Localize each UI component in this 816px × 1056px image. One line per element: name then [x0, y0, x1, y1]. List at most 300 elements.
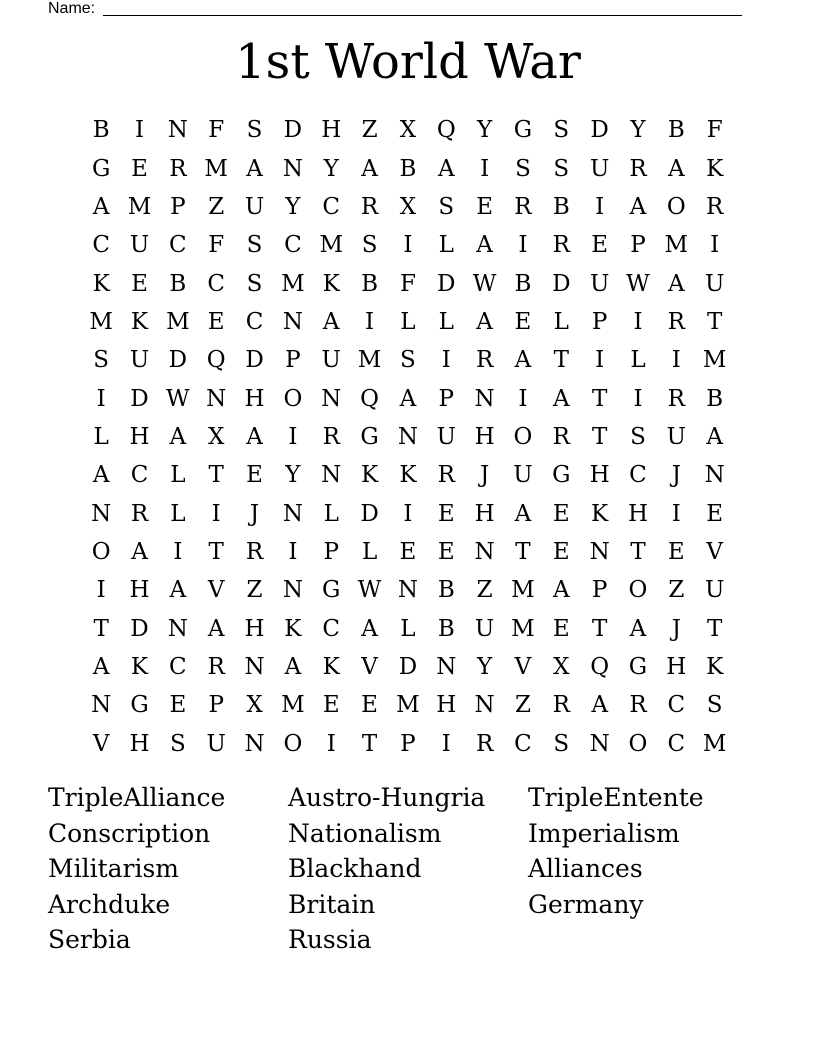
grid-letter: N [397, 423, 418, 450]
grid-letter: C [667, 692, 686, 719]
word-list-item: Nationalism [288, 818, 442, 848]
grid-letter: N [244, 730, 265, 757]
grid-letter: P [630, 232, 646, 259]
grid-letter: K [360, 462, 379, 489]
grid-letter: J [671, 462, 681, 489]
grid-letter: Y [477, 653, 493, 680]
grid-letter: A [552, 385, 570, 412]
grid-letter: H [244, 385, 265, 412]
grid-letter: N [436, 653, 457, 680]
grid-letter: E [437, 500, 455, 527]
grid-letter: K [322, 270, 340, 297]
grid-letter: M [319, 232, 344, 259]
grid-letter: S [553, 117, 570, 144]
grid-letter: R [706, 193, 724, 220]
grid-letter: C [130, 462, 149, 489]
grid-letter: U [704, 577, 725, 604]
grid-letter: U [513, 462, 533, 489]
grid-letter: M [357, 347, 382, 374]
grid-letter: R [360, 193, 379, 220]
grid-letter: S [438, 193, 455, 220]
grid-letter: X [246, 692, 263, 719]
word-list-item: Russia [288, 925, 372, 954]
grid-letter: N [282, 155, 303, 182]
grid-letter: E [322, 692, 340, 719]
grid-letter: L [438, 308, 454, 335]
grid-letter: Q [436, 117, 456, 144]
word-list-item: Blackhand [288, 854, 422, 883]
grid-letter: I [518, 385, 528, 412]
grid-letter: I [403, 232, 413, 259]
grid-letter: R [245, 538, 264, 565]
grid-letter: E [361, 692, 378, 719]
grid-letter: I [288, 538, 298, 565]
grid-letter: J [479, 462, 490, 489]
grid-letter: X [399, 193, 417, 220]
grid-letter: M [511, 615, 535, 642]
grid-letter: L [323, 500, 339, 527]
grid-letter: S [553, 155, 570, 182]
grid-letter: A [92, 462, 110, 489]
grid-letter: U [589, 270, 610, 297]
grid-letter: L [361, 538, 378, 565]
grid-letter: E [552, 538, 570, 565]
grid-letter: I [633, 308, 643, 335]
grid-letter: T [707, 615, 723, 642]
grid-letter: N [244, 653, 265, 680]
grid-letter: E [552, 500, 570, 527]
grid-letter: T [553, 347, 569, 374]
grid-letter: H [666, 653, 687, 680]
grid-letter: O [283, 730, 303, 757]
grid-letter: L [553, 308, 569, 335]
grid-letter: U [474, 615, 495, 642]
grid-letter: V [706, 538, 723, 565]
grid-letter: N [321, 385, 342, 412]
grid-letter: N [589, 730, 610, 757]
grid-letter: G [628, 653, 648, 680]
grid-letter: O [91, 538, 111, 565]
grid-letter: N [167, 117, 188, 144]
grid-letter: T [707, 308, 723, 335]
grid-letter: E [667, 538, 685, 565]
grid-letter: U [129, 347, 150, 374]
grid-letter: T [630, 538, 646, 565]
grid-letter: P [591, 308, 608, 335]
grid-letter: A [706, 423, 723, 450]
grid-letter: S [630, 423, 646, 450]
grid-letter: E [514, 308, 532, 335]
grid-letter: U [589, 155, 610, 182]
grid-letter: O [283, 385, 303, 412]
grid-letter: P [591, 577, 608, 604]
grid-letter: Y [630, 117, 646, 144]
grid-letter: E [169, 692, 187, 719]
grid-letter: H [321, 117, 342, 144]
grid-letter: U [436, 423, 456, 450]
grid-letter: I [365, 308, 375, 335]
grid-letter: A [207, 615, 225, 642]
grid-letter: C [207, 270, 225, 297]
grid-letter: D [552, 270, 571, 297]
grid-letter: T [591, 385, 608, 412]
grid-letter: V [92, 730, 110, 757]
grid-letter: R [169, 155, 187, 182]
grid-letter: X [208, 423, 225, 450]
grid-letter: R [207, 653, 225, 680]
grid-letter: Z [246, 577, 263, 604]
grid-letter: M [702, 730, 727, 757]
grid-letter: I [288, 423, 298, 450]
grid-letter: B [92, 117, 110, 144]
grid-letter: T [208, 462, 224, 489]
grid-letter: R [475, 347, 494, 374]
grid-letter: K [130, 308, 149, 335]
grid-letter: W [357, 577, 382, 604]
grid-letter: A [552, 577, 570, 604]
grid-letter: B [399, 155, 417, 182]
grid-letter: P [323, 538, 339, 565]
grid-letter: S [553, 730, 570, 757]
grid-letter: S [246, 270, 263, 297]
grid-letter: F [208, 232, 225, 259]
grid-letter: U [206, 730, 226, 757]
grid-letter: C [322, 193, 341, 220]
grid-letter: A [361, 615, 378, 642]
grid-letter: S [400, 347, 416, 374]
grid-letter: X [553, 653, 570, 680]
grid-letter: D [360, 500, 379, 527]
grid-letter: E [131, 155, 148, 182]
grid-letter: G [552, 462, 571, 489]
grid-letter: I [173, 538, 183, 565]
name-underline [103, 15, 742, 16]
grid-letter: Z [476, 577, 493, 604]
grid-letter: D [130, 385, 149, 412]
grid-letter: L [170, 500, 186, 527]
grid-letter: V [361, 653, 378, 680]
grid-letter: N [282, 500, 303, 527]
grid-letter: E [552, 615, 570, 642]
grid-letter: O [513, 423, 533, 450]
grid-letter: I [96, 577, 106, 604]
grid-letter: U [704, 270, 725, 297]
grid-letter: B [514, 270, 532, 297]
word-list-item: TripleAlliance [48, 783, 226, 812]
grid-letter: A [668, 155, 685, 182]
grid-letter: R [552, 423, 570, 450]
grid-letter: G [322, 577, 341, 604]
grid-letter: F [706, 117, 723, 144]
grid-letter: I [633, 385, 643, 412]
grid-letter: E [591, 232, 609, 259]
grid-letter: G [360, 423, 379, 450]
grid-letter: E [207, 308, 225, 335]
word-list [48, 780, 768, 958]
grid-letter: M [89, 308, 113, 335]
word-list-item: Germany [528, 889, 644, 919]
grid-letter: B [437, 615, 455, 642]
grid-letter: A [514, 347, 532, 374]
grid-letter: G [513, 117, 533, 144]
grid-letter: A [169, 577, 187, 604]
grid-letter: E [246, 462, 263, 489]
grid-letter: N [474, 538, 495, 565]
grid-letter: I [671, 347, 681, 374]
grid-letter: Z [668, 577, 685, 604]
grid-letter: Z [514, 692, 531, 719]
grid-letter: I [441, 730, 451, 757]
grid-letter: I [96, 385, 106, 412]
grid-letter: A [629, 615, 647, 642]
grid-letter: N [397, 577, 418, 604]
grid-letter: S [515, 155, 531, 182]
grid-letter: E [399, 538, 417, 565]
grid-letter: N [704, 462, 725, 489]
grid-letter: S [93, 347, 110, 374]
word-list-item: Alliances [528, 854, 643, 883]
grid-letter: U [321, 347, 341, 374]
grid-letter: N [91, 500, 112, 527]
grid-letter: A [591, 692, 608, 719]
grid-letter: K [706, 155, 724, 182]
grid-letter: G [91, 155, 111, 182]
grid-letter: T [93, 615, 109, 642]
grid-letter: K [130, 653, 149, 680]
grid-letter: E [131, 270, 148, 297]
grid-letter: R [552, 692, 570, 719]
grid-letter: N [206, 385, 227, 412]
grid-letter: J [671, 615, 681, 642]
grid-letter: K [322, 653, 340, 680]
grid-letter: H [129, 730, 150, 757]
grid-letter: C [514, 730, 532, 757]
grid-letter: D [437, 270, 456, 297]
grid-letter: M [204, 155, 228, 182]
grid-letter: P [170, 193, 186, 220]
grid-letter: M [127, 193, 152, 220]
grid-letter: I [326, 730, 336, 757]
grid-letter: O [628, 730, 648, 757]
word-list-item: Conscription [48, 818, 211, 848]
grid-letter: U [244, 193, 265, 220]
grid-letter: D [168, 347, 188, 374]
grid-letter: M [702, 347, 727, 374]
grid-letter: M [166, 308, 190, 335]
grid-letter: Y [285, 462, 301, 489]
grid-letter: C [169, 653, 187, 680]
grid-letter: W [166, 385, 190, 412]
word-list-item: Militarism [48, 854, 180, 883]
grid-letter: A [399, 385, 417, 412]
grid-letter: A [92, 653, 110, 680]
grid-letter: C [322, 615, 341, 642]
grid-letter: A [361, 155, 378, 182]
grid-letter: A [476, 308, 493, 335]
grid-letter: Y [285, 193, 301, 220]
grid-letter: K [591, 500, 609, 527]
word-list-item: Archduke [48, 889, 171, 919]
grid-letter: R [552, 232, 570, 259]
grid-letter: B [169, 270, 187, 297]
grid-letter: A [131, 538, 148, 565]
grid-letter: B [552, 193, 570, 220]
grid-letter: I [710, 232, 720, 259]
grid-letter: R [667, 385, 685, 412]
grid-letter: M [664, 232, 689, 259]
grid-letter: V [514, 653, 532, 680]
grid-letter: I [211, 500, 221, 527]
grid-letter: E [706, 500, 724, 527]
grid-letter: I [403, 500, 413, 527]
grid-letter: H [589, 462, 610, 489]
word-list-item: Imperialism [528, 818, 680, 848]
grid-letter: W [472, 270, 497, 297]
grid-letter: K [92, 270, 110, 297]
grid-letter: C [169, 232, 187, 259]
grid-letter: D [283, 117, 303, 144]
grid-letter: H [474, 500, 495, 527]
grid-letter: I [134, 117, 145, 144]
name-field [48, 0, 742, 18]
grid-letter: O [628, 577, 648, 604]
grid-letter: H [436, 692, 457, 719]
grid-letter: A [629, 193, 647, 220]
grid-letter: U [666, 423, 687, 450]
grid-letter: Y [323, 155, 339, 182]
grid-letter: A [668, 270, 685, 297]
grid-letter: A [246, 155, 263, 182]
grid-letter: K [284, 615, 302, 642]
grid-letter: D [590, 117, 609, 144]
grid-letter: V [207, 577, 225, 604]
grid-letter: C [284, 232, 302, 259]
grid-letter: U [129, 232, 150, 259]
grid-letter: Y [477, 117, 493, 144]
grid-letter: H [129, 423, 150, 450]
grid-letter: A [284, 653, 302, 680]
grid-letter: L [93, 423, 109, 450]
grid-letter: T [208, 538, 224, 565]
grid-letter: K [706, 653, 724, 680]
grid-letter: O [666, 193, 686, 220]
grid-letter: Z [208, 193, 225, 220]
grid-letter: T [515, 538, 531, 565]
grid-letter: I [671, 500, 681, 527]
grid-letter: B [437, 577, 455, 604]
grid-letter: L [630, 347, 646, 374]
grid-letter: A [514, 500, 532, 527]
word-search-grid [82, 111, 734, 763]
grid-letter: W [626, 270, 650, 297]
grid-letter: E [437, 538, 455, 565]
grid-letter: N [589, 538, 610, 565]
grid-letter: R [629, 155, 647, 182]
grid-letter: R [667, 308, 685, 335]
word-list-item: Britain [288, 889, 376, 919]
grid-letter: M [511, 577, 535, 604]
grid-letter: A [92, 193, 110, 220]
grid-letter: A [476, 232, 493, 259]
grid-letter: P [400, 730, 416, 757]
grid-letter: C [92, 232, 110, 259]
grid-letter: D [130, 615, 149, 642]
grid-letter: E [476, 193, 493, 220]
grid-letter: Q [590, 653, 610, 680]
grid-letter: P [285, 347, 301, 374]
grid-letter: A [246, 423, 263, 450]
grid-letter: I [480, 155, 490, 182]
word-list-item: Austro-Hungria [288, 783, 486, 812]
grid-letter: S [246, 117, 263, 144]
grid-letter: S [169, 730, 186, 757]
grid-letter: M [396, 692, 420, 719]
grid-letter: I [441, 347, 451, 374]
grid-letter: P [438, 385, 454, 412]
grid-letter: T [591, 615, 608, 642]
grid-letter: S [706, 692, 723, 719]
grid-letter: A [437, 155, 455, 182]
grid-letter: C [629, 462, 647, 489]
grid-letter: H [244, 615, 265, 642]
grid-letter: D [245, 347, 264, 374]
grid-letter: T [591, 423, 608, 450]
word-list-item: Serbia [48, 925, 131, 954]
grid-letter: B [667, 117, 685, 144]
grid-letter: F [208, 117, 225, 144]
grid-letter: N [282, 577, 303, 604]
grid-letter: S [361, 232, 378, 259]
grid-letter: R [514, 193, 532, 220]
grid-letter: N [91, 692, 112, 719]
grid-letter: I [518, 232, 528, 259]
grid-letter: D [398, 653, 418, 680]
grid-letter: R [475, 730, 494, 757]
grid-letter: H [129, 577, 150, 604]
grid-letter: Z [361, 117, 378, 144]
grid-letter: R [437, 462, 455, 489]
grid-letter: C [667, 730, 686, 757]
grid-letter: I [595, 347, 605, 374]
grid-letter: Q [206, 347, 226, 374]
grid-letter: A [169, 423, 187, 450]
grid-letter: H [474, 423, 495, 450]
grid-letter: L [170, 462, 186, 489]
grid-letter: I [595, 193, 605, 220]
page-title: 1st World War [235, 34, 581, 90]
grid-letter: L [438, 232, 454, 259]
grid-letter: A [322, 308, 340, 335]
grid-letter: L [400, 308, 416, 335]
grid-letter: N [321, 462, 342, 489]
name-label: Name: [48, 0, 96, 17]
grid-letter: B [361, 270, 379, 297]
grid-letter: F [399, 270, 416, 297]
grid-letter: J [249, 500, 260, 527]
grid-letter: H [627, 500, 649, 527]
grid-letter: X [399, 117, 417, 144]
grid-letter: P [208, 692, 224, 719]
grid-letter: N [282, 308, 303, 335]
grid-letter: C [245, 308, 264, 335]
grid-letter: N [167, 615, 188, 642]
grid-letter: R [322, 423, 340, 450]
grid-letter: K [399, 462, 417, 489]
word-list-item: TripleEntente [528, 783, 704, 812]
grid-letter: B [706, 385, 724, 412]
grid-letter: R [130, 500, 149, 527]
grid-letter: R [629, 692, 647, 719]
